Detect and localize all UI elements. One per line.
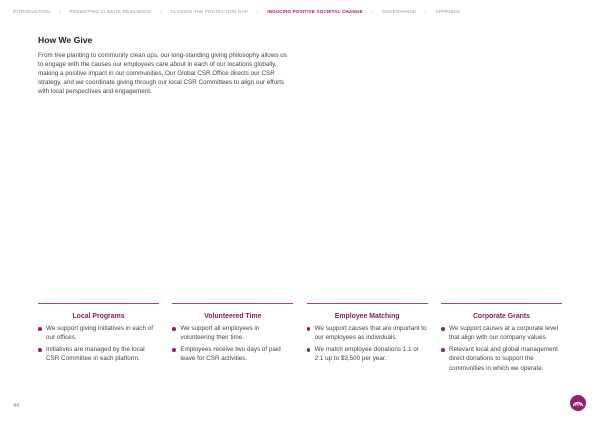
column-divider: [172, 303, 293, 304]
bullet-item: Employees receive two days of paid leave for CSR activities.: [172, 345, 293, 364]
bullet-item: We support giving initiatives in each of our offices.: [38, 324, 159, 343]
nav-item-societal-change[interactable]: INDUCING POSITIVE SOCIETAL CHANGE: [267, 8, 363, 14]
nav-item-appendix[interactable]: APPENDIX: [435, 8, 461, 14]
bullet-list: [38, 324, 159, 364]
bullet-item: We support causes that are important to our employees as individuals.: [307, 324, 428, 343]
column-divider: [38, 303, 159, 304]
nav-item-protection-gap[interactable]: CLOSING THE PROTECTION GAP: [170, 8, 249, 14]
column-corporate-grants: [441, 303, 562, 375]
intro-paragraph: From tree planting to community clean ups, our long-standing giving philosophy allows us to engage with the causes our employees care about in each of our locations globally, making a positive impact in our communities. Our Global CSR Office directs our CSR strategy, and we coordinate giving through our local CSR Committees to align our efforts with local perspectives and engagement.: [38, 52, 287, 96]
bullet-item: We support all employees in volunteering their time.: [172, 324, 293, 343]
column-divider: [307, 303, 428, 304]
bullet-item: Initiatives are managed by the local CSR Committee in each platform.: [38, 345, 159, 364]
section-title: How We Give: [38, 35, 93, 45]
column-title: Volunteered Time: [204, 313, 262, 320]
nav-separator: |: [371, 8, 374, 14]
bullet-list: [441, 324, 562, 373]
bullet-item: We support causes at a corporate level that align with our company values.: [441, 324, 562, 343]
column-local-programs: [38, 303, 159, 375]
nav-item-introduction[interactable]: INTRODUCTION: [13, 8, 51, 14]
column-title: Local Programs: [72, 313, 125, 320]
nav-separator: |: [257, 8, 259, 14]
nav-separator: |: [425, 8, 427, 14]
column-divider: [441, 303, 562, 304]
page-number: 44: [13, 403, 20, 409]
giving-columns: [38, 303, 562, 375]
column-employee-matching: [307, 303, 428, 375]
bullet-item: Relevant local and global management direct donations to support the communities in which we operate.: [441, 345, 562, 373]
bullet-item: We match employee donations 1:1 or 2:1 up to $3,500 per year.: [307, 345, 428, 364]
column-title: Corporate Grants: [472, 313, 531, 320]
nav-separator: |: [59, 8, 61, 14]
column-volunteered-time: [172, 303, 293, 375]
bullet-list: [307, 324, 428, 364]
nav-item-climate-resilience[interactable]: PROMOTING CLIMATE RESILIENCE: [69, 8, 152, 14]
bullet-list: [172, 324, 293, 364]
nav-separator: |: [160, 8, 162, 14]
column-title: Employee Matching: [334, 313, 400, 320]
brand-logo-icon: [570, 395, 586, 411]
nav-item-governance[interactable]: GOVERNANCE: [382, 8, 417, 14]
top-navigation: [13, 6, 460, 16]
brand-logo-mark: [570, 395, 586, 411]
